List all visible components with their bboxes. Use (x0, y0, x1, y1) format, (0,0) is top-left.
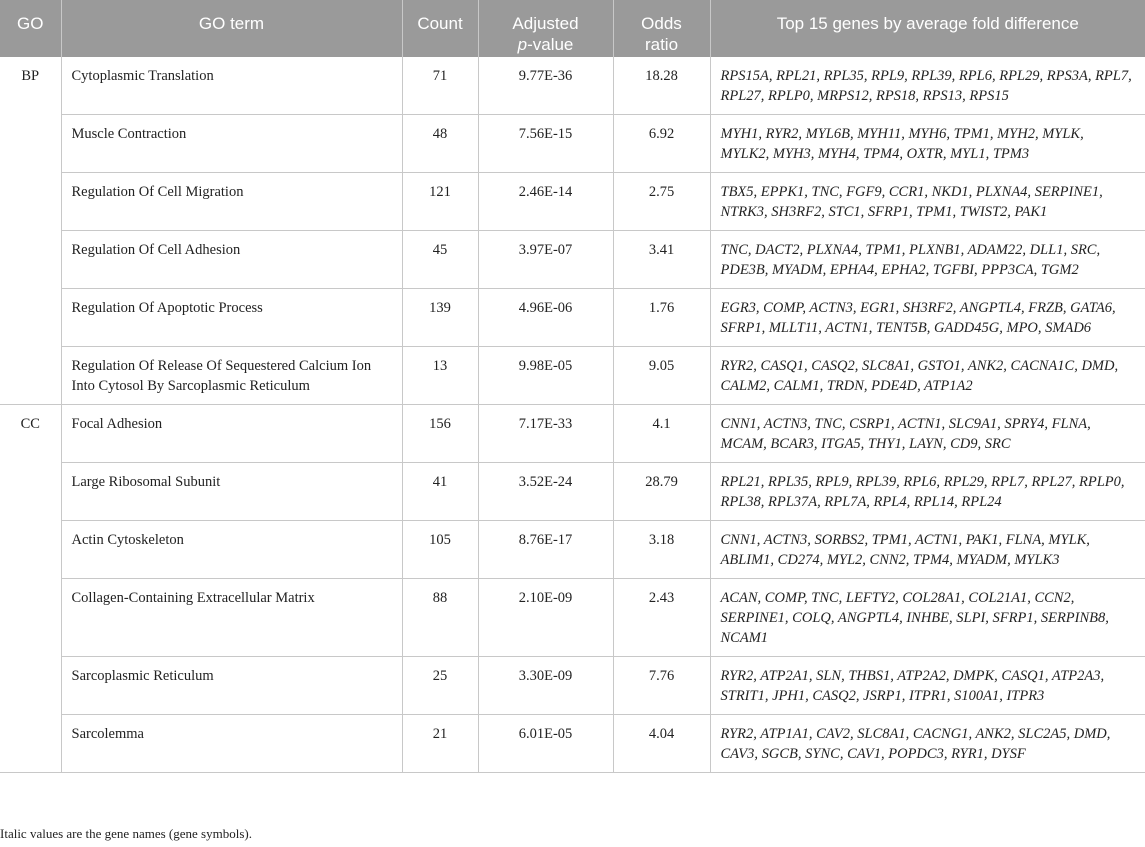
go-term-cell: Regulation Of Cell Adhesion (61, 231, 402, 289)
go-category (0, 173, 61, 231)
genes-cell: RPL21, RPL35, RPL9, RPL39, RPL6, RPL29, RPL7, RPL27, RPLP0, RPL38, RPL37A, RPL7A, RPL4, RPL14, RPL24 (710, 463, 1145, 521)
adjusted-p-value-cell: 6.01E-05 (478, 715, 613, 773)
header-count: Count (402, 0, 478, 57)
genes-cell: EGR3, COMP, ACTN3, EGR1, SH3RF2, ANGPTL4, FRZB, GATA6, SFRP1, MLLT11, ACTN1, TENT5B, GADD45G, MPO, SMAD6 (710, 289, 1145, 347)
adjusted-p-value-cell: 7.56E-15 (478, 115, 613, 173)
go-category (0, 657, 61, 715)
table-row (0, 657, 1145, 715)
count-cell: 25 (402, 657, 478, 715)
header-top-genes: Top 15 genes by average fold difference (710, 0, 1145, 57)
odds-ratio-cell: 18.28 (613, 57, 710, 115)
odds-ratio-cell: 2.75 (613, 173, 710, 231)
go-term-cell: Regulation Of Cell Migration (61, 173, 402, 231)
adjusted-p-value-cell: 9.98E-05 (478, 347, 613, 405)
table-row (0, 463, 1145, 521)
header-adjusted-p-value: Adjusted p-value (478, 0, 613, 57)
count-cell: 156 (402, 405, 478, 463)
genes-cell: ACAN, COMP, TNC, LEFTY2, COL28A1, COL21A1, CCN2, SERPINE1, COLQ, ANGPTL4, INHBE, SLPI, SFRP1, SERPINB8, NCAM1 (710, 579, 1145, 657)
count-cell: 41 (402, 463, 478, 521)
go-term-cell: Cytoplasmic Translation (61, 57, 402, 115)
go-term-cell: Collagen-Containing Extracellular Matrix (61, 579, 402, 657)
table-row (0, 347, 1145, 405)
genes-cell: RYR2, CASQ1, CASQ2, SLC8A1, GSTO1, ANK2, CACNA1C, DMD, CALM2, CALM1, TRDN, PDE4D, ATP1A2 (710, 347, 1145, 405)
count-cell: 71 (402, 57, 478, 115)
go-term-cell: Actin Cytoskeleton (61, 521, 402, 579)
adjusted-p-value-cell: 4.96E-06 (478, 289, 613, 347)
go-category (0, 231, 61, 289)
odds-ratio-cell: 9.05 (613, 347, 710, 405)
table-row (0, 405, 1145, 463)
genes-cell: RYR2, ATP2A1, SLN, THBS1, ATP2A2, DMPK, CASQ1, ATP2A3, STRIT1, JPH1, CASQ2, JSRP1, ITPR1, S100A1, ITPR3 (710, 657, 1145, 715)
go-category (0, 463, 61, 521)
count-cell: 88 (402, 579, 478, 657)
go-term-cell: Focal Adhesion (61, 405, 402, 463)
genes-cell: RYR2, ATP1A1, CAV2, SLC8A1, CACNG1, ANK2, SLC2A5, DMD, CAV3, SGCB, SYNC, CAV1, POPDC3, RYR1, DYSF (710, 715, 1145, 773)
adjusted-p-value-cell: 2.46E-14 (478, 173, 613, 231)
go-term-cell: Sarcoplasmic Reticulum (61, 657, 402, 715)
count-cell: 13 (402, 347, 478, 405)
odds-ratio-cell: 7.76 (613, 657, 710, 715)
table-body (0, 57, 1145, 773)
odds-ratio-cell: 28.79 (613, 463, 710, 521)
go-category (0, 115, 61, 173)
table-row (0, 579, 1145, 657)
table-row (0, 57, 1145, 115)
odds-ratio-cell: 4.1 (613, 405, 710, 463)
adjusted-p-value-cell: 8.76E-17 (478, 521, 613, 579)
go-term-cell: Regulation Of Apoptotic Process (61, 289, 402, 347)
odds-ratio-cell: 3.41 (613, 231, 710, 289)
genes-cell: CNN1, ACTN3, TNC, CSRP1, ACTN1, SLC9A1, SPRY4, FLNA, MCAM, BCAR3, ITGA5, THY1, LAYN, CD9, SRC (710, 405, 1145, 463)
adjusted-p-value-cell: 2.10E-09 (478, 579, 613, 657)
count-cell: 105 (402, 521, 478, 579)
table-row (0, 289, 1145, 347)
adjusted-p-value-cell: 3.97E-07 (478, 231, 613, 289)
table-row (0, 115, 1145, 173)
odds-ratio-cell: 3.18 (613, 521, 710, 579)
count-cell: 139 (402, 289, 478, 347)
table-row (0, 521, 1145, 579)
table-row (0, 173, 1145, 231)
count-cell: 21 (402, 715, 478, 773)
odds-ratio-cell: 2.43 (613, 579, 710, 657)
odds-ratio-cell: 1.76 (613, 289, 710, 347)
count-cell: 121 (402, 173, 478, 231)
go-term-cell: Muscle Contraction (61, 115, 402, 173)
genes-cell: TBX5, EPPK1, TNC, FGF9, CCR1, NKD1, PLXNA4, SERPINE1, NTRK3, SH3RF2, STC1, SFRP1, TPM1, TWIST2, PAK1 (710, 173, 1145, 231)
count-cell: 45 (402, 231, 478, 289)
table-row (0, 231, 1145, 289)
adjusted-p-value-cell: 3.52E-24 (478, 463, 613, 521)
header-odds-ratio: Odds ratio (613, 0, 710, 57)
odds-ratio-cell: 4.04 (613, 715, 710, 773)
table-header (0, 0, 1145, 57)
go-category: BP (21, 68, 40, 84)
header-go: GO (0, 0, 61, 57)
adjusted-p-value-cell: 3.30E-09 (478, 657, 613, 715)
go-category (0, 521, 61, 579)
go-category (0, 715, 61, 773)
table-row (0, 715, 1145, 773)
header-go-term: GO term (61, 0, 402, 57)
genes-cell: RPS15A, RPL21, RPL35, RPL9, RPL39, RPL6, RPL29, RPS3A, RPL7, RPL27, RPLP0, MRPS12, RPS18, RPS13, RPS15 (710, 57, 1145, 115)
genes-cell: TNC, DACT2, PLXNA4, TPM1, PLXNB1, ADAM22, DLL1, SRC, PDE3B, MYADM, EPHA4, EPHA2, TGFBI, PPP3CA, TGM2 (710, 231, 1145, 289)
go-category (0, 289, 61, 347)
count-cell: 48 (402, 115, 478, 173)
table-footnote: Italic values are the gene names (gene symbols). (0, 826, 252, 841)
go-category (0, 579, 61, 657)
go-category (0, 347, 61, 405)
genes-cell: CNN1, ACTN3, SORBS2, TPM1, ACTN1, PAK1, FLNA, MYLK, ABLIM1, CD274, MYL2, CNN2, TPM4, MYADM, MYLK3 (710, 521, 1145, 579)
genes-cell: MYH1, RYR2, MYL6B, MYH11, MYH6, TPM1, MYH2, MYLK, MYLK2, MYH3, MYH4, TPM4, OXTR, MYL1, TPM3 (710, 115, 1145, 173)
go-category: CC (0, 405, 61, 463)
adjusted-p-value-cell: 9.77E-36 (478, 57, 613, 115)
go-term-cell: Regulation Of Release Of Sequestered Calcium Ion Into Cytosol By Sarcoplasmic Reticulum (61, 347, 402, 405)
go-term-cell: Sarcolemma (61, 715, 402, 773)
adjusted-p-value-cell: 7.17E-33 (478, 405, 613, 463)
odds-ratio-cell: 6.92 (613, 115, 710, 173)
go-term-cell: Large Ribosomal Subunit (61, 463, 402, 521)
